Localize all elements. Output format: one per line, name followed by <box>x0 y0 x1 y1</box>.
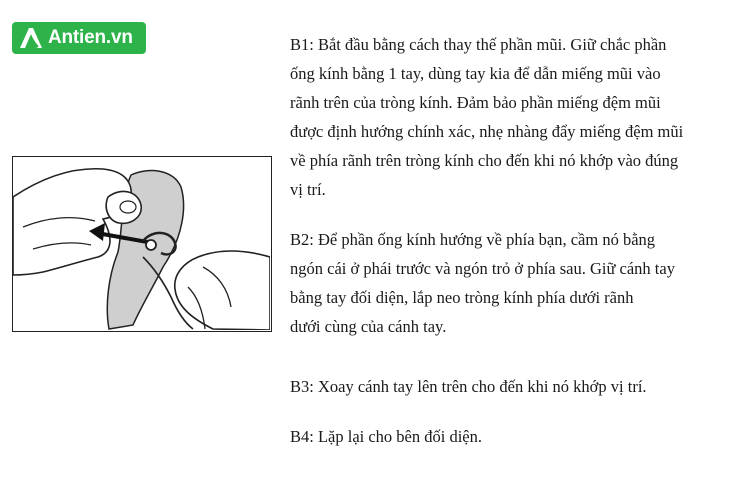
step-1 <box>290 30 683 204</box>
step-1-line: B1: Bắt đầu bằng cách thay thế phần mũi. Giữ chắc phần <box>290 35 667 54</box>
step-2 <box>290 225 675 341</box>
step-2-line: B2: Để phần ống kính hướng về phía bạn, cầm nó bằng <box>290 230 656 249</box>
hand-attaching-nose-pad-illustration <box>13 157 270 330</box>
step-2-line: bằng tay đối diện, lắp neo tròng kính phía dưới rãnh <box>290 288 634 307</box>
instruction-illustration <box>12 156 272 332</box>
step-3-line: B3: Xoay cánh tay lên trên cho đến khi nó khớp vị trí. <box>290 377 647 396</box>
step-1-line: rãnh trên của tròng kính. Đảm bảo phần miếng đệm mũi <box>290 93 661 112</box>
step-2-line: dưới cùng của cánh tay. <box>290 317 447 336</box>
brand-logo[interactable] <box>12 22 146 54</box>
step-1-line: được định hướng chính xác, nhẹ nhàng đẩy miếng đệm mũi <box>290 122 684 141</box>
step-2-line: ngón cái ở phái trước và ngón trỏ ở phía sau. Giữ cánh tay <box>290 259 675 278</box>
step-4 <box>290 422 482 451</box>
antien-logo-icon <box>16 23 46 53</box>
step-3 <box>290 372 647 401</box>
step-1-line: vị trí. <box>290 180 326 199</box>
brand-name: Antien.vn <box>48 27 133 48</box>
step-1-line: ống kính bằng 1 tay, dùng tay kia để dẫn miếng mũi vào <box>290 64 661 83</box>
step-1-line: về phía rãnh trên tròng kính cho đến khi nó khớp vào đúng <box>290 151 679 170</box>
step-4-line: B4: Lặp lại cho bên đối diện. <box>290 427 482 446</box>
